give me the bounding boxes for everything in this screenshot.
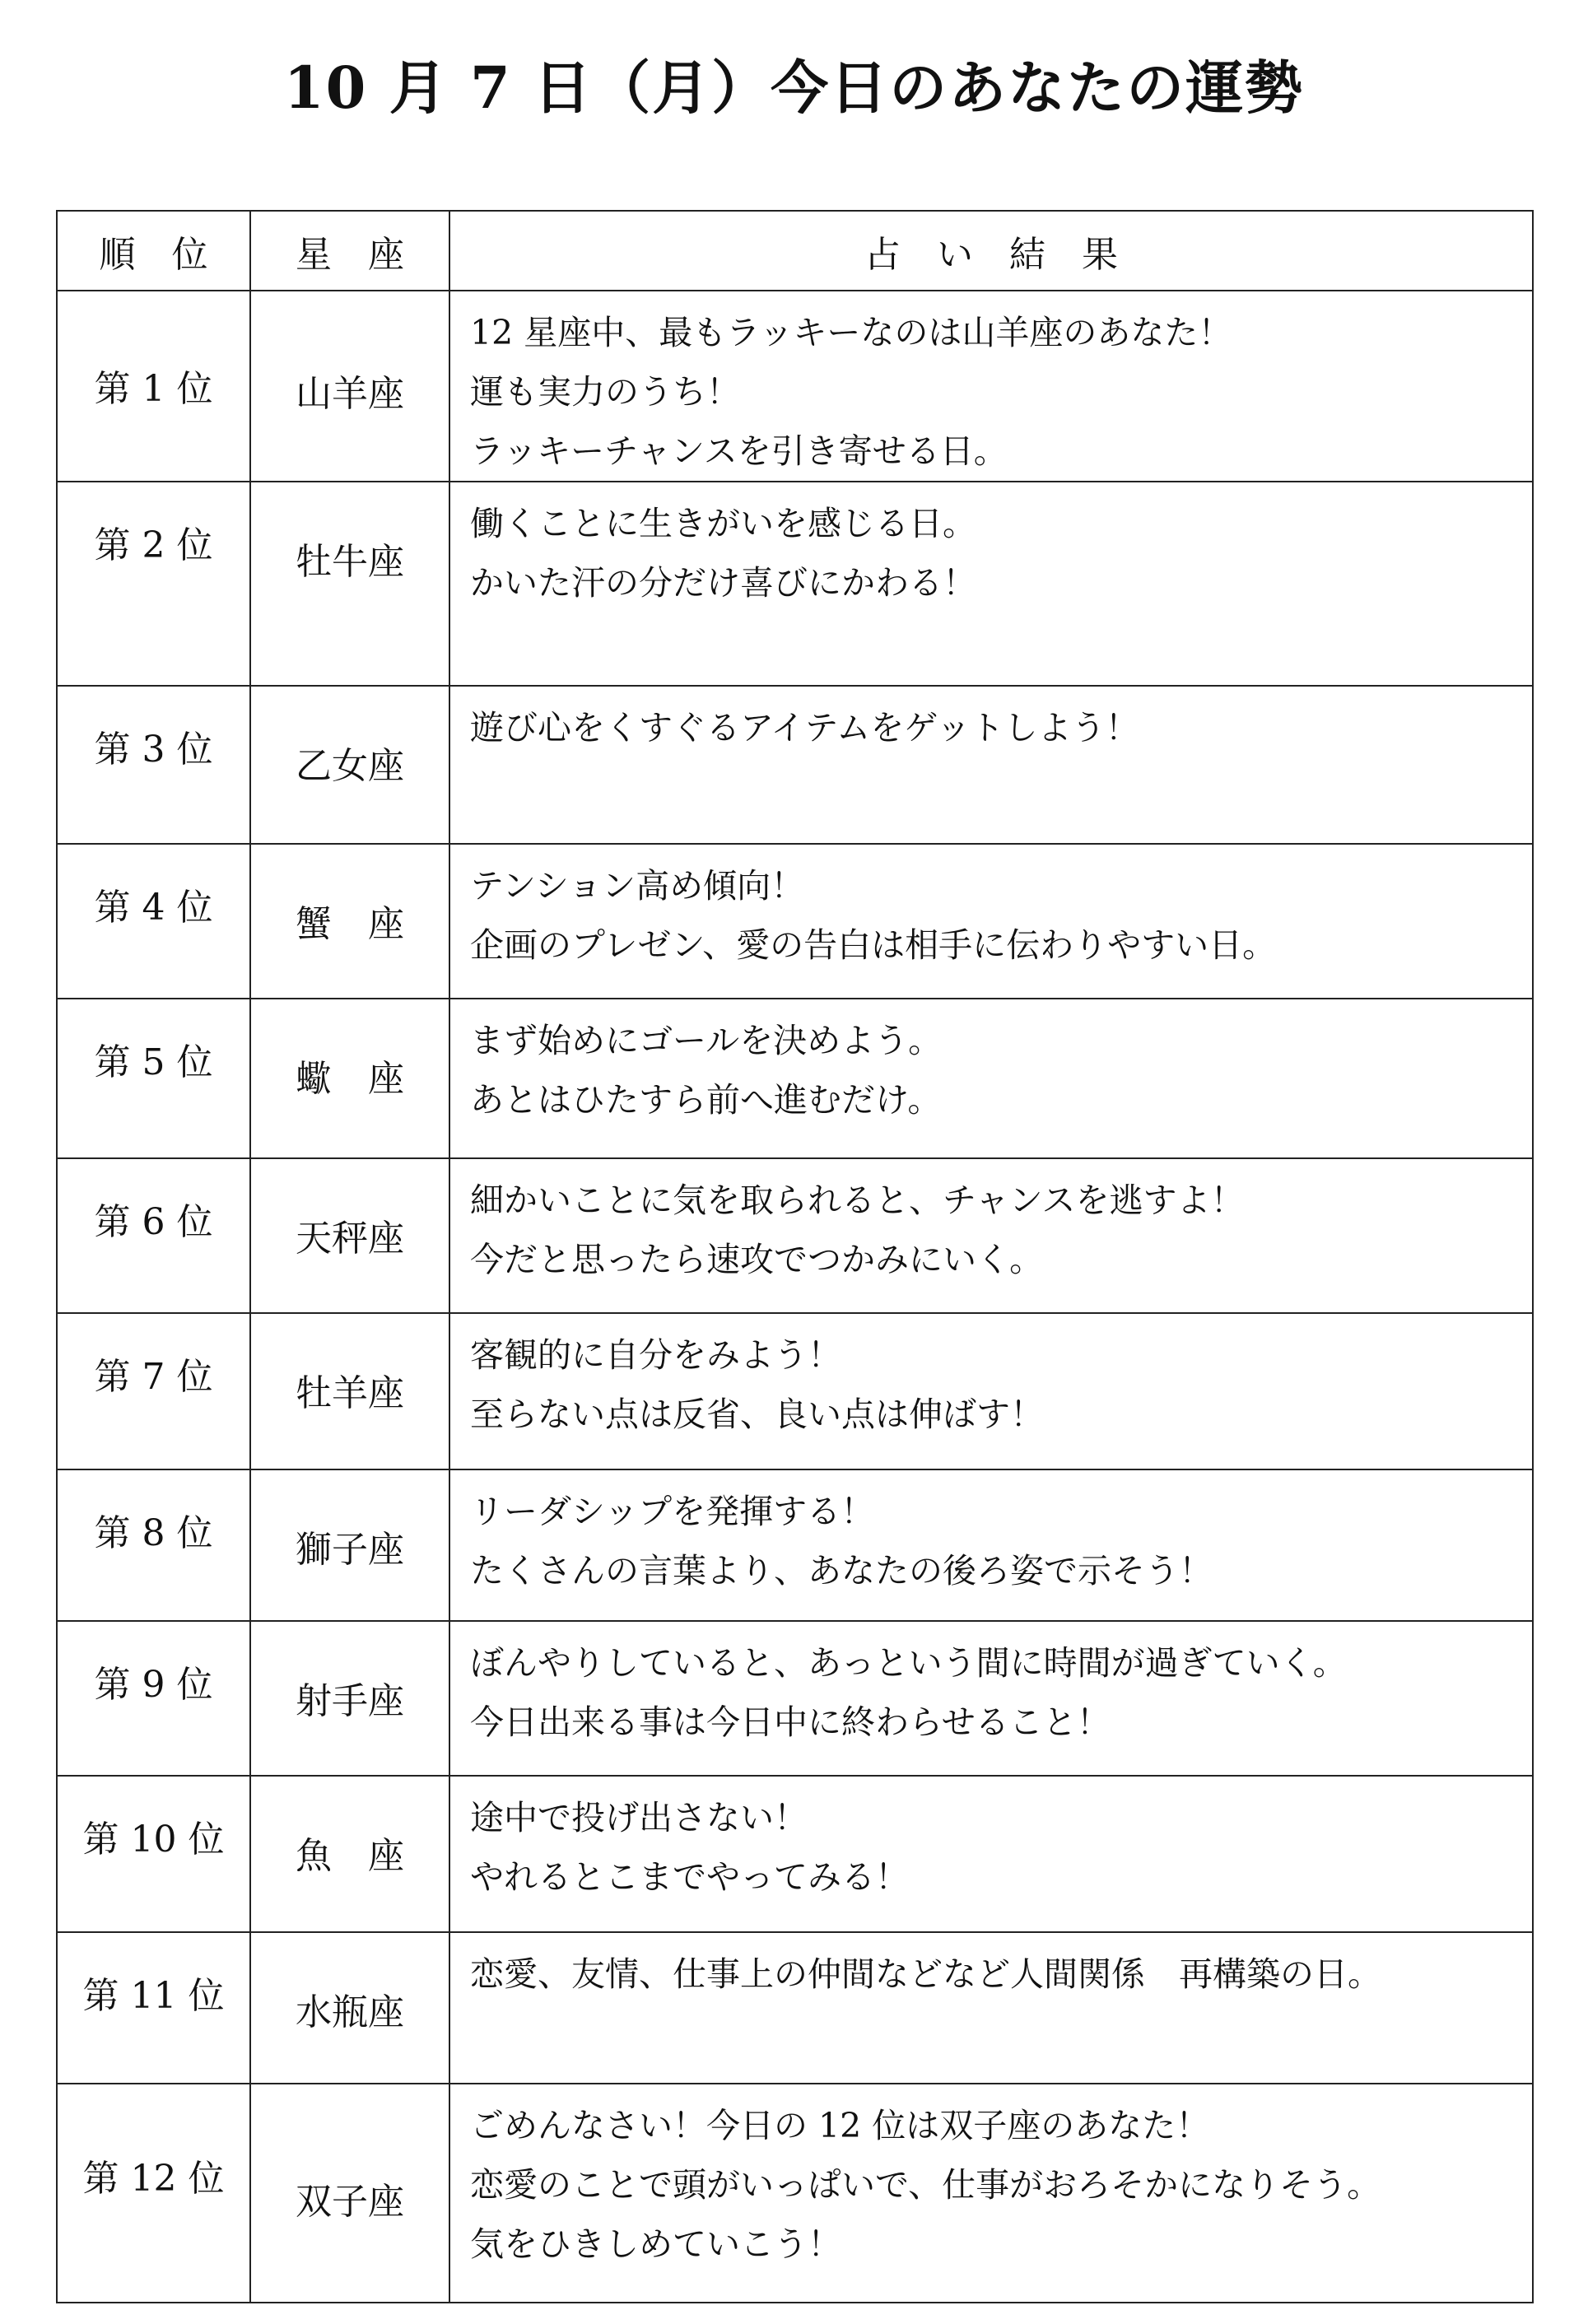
table-row xyxy=(57,291,1533,482)
sign-cell xyxy=(250,1621,449,1776)
rank-cell xyxy=(57,1313,250,1469)
result-cell xyxy=(449,999,1533,1158)
result-line: 企画のプレゼン、愛の告白は相手に伝わりやすい日。 xyxy=(470,925,1277,965)
rank-cell xyxy=(57,1158,250,1313)
result-line: 働くことに生きがいを感じる日。 xyxy=(470,504,976,543)
sign-label: 射手座 xyxy=(296,1680,404,1722)
rank-label: 第 7 位 xyxy=(94,1356,213,1398)
result-line: 12 星座中、最もラッキーなのは山羊座のあなた！ xyxy=(470,313,1232,352)
sign-cell xyxy=(250,999,449,1158)
rank-label: 第 10 位 xyxy=(82,1819,225,1861)
rank-label: 第 12 位 xyxy=(82,2158,225,2200)
sign-cell xyxy=(250,844,449,999)
rank-cell xyxy=(57,999,250,1158)
rank-label: 第 3 位 xyxy=(94,729,213,771)
result-line: 恋愛、友情、仕事上の仲間などなど人間関係 再構築の日。 xyxy=(470,1954,1381,1994)
rank-label: 第 9 位 xyxy=(94,1664,213,1706)
result-line: 今日出来る事は今日中に終わらせること！ xyxy=(470,1702,1111,1742)
sign-cell xyxy=(250,1313,449,1469)
result-cell xyxy=(449,291,1533,482)
fortune-table xyxy=(56,210,1534,2303)
sign-cell xyxy=(250,686,449,844)
rank-cell xyxy=(57,482,250,686)
rank-label: 第 1 位 xyxy=(94,368,213,410)
result-cell xyxy=(449,686,1533,844)
sign-cell xyxy=(250,1776,449,1932)
sign-label: 水瓶座 xyxy=(296,1991,404,2033)
result-cell xyxy=(449,1158,1533,1313)
result-line: たくさんの言葉より、あなたの後ろ姿で示そう！ xyxy=(470,1551,1213,1590)
result-line: かいた汗の分だけ喜びにかわる！ xyxy=(470,563,976,603)
header-rank: 順 位 xyxy=(57,211,250,291)
result-line: 客観的に自分をみよう！ xyxy=(470,1335,841,1375)
result-cell xyxy=(449,482,1533,686)
rank-label: 第 6 位 xyxy=(94,1201,213,1243)
table-row xyxy=(57,686,1533,844)
sign-label: 天秤座 xyxy=(296,1218,404,1260)
result-cell xyxy=(449,1313,1533,1469)
result-cell xyxy=(449,2084,1533,2303)
rank-label: 第 4 位 xyxy=(94,887,213,929)
result-line: まず始めにゴールを決めよう。 xyxy=(470,1021,943,1060)
table-row xyxy=(57,1469,1533,1621)
table-row xyxy=(57,2084,1533,2303)
result-line: 運も実力のうち！ xyxy=(470,372,740,412)
sign-cell xyxy=(250,2084,449,2303)
result-cell xyxy=(449,1621,1533,1776)
sign-label: 獅子座 xyxy=(296,1529,404,1571)
result-cell xyxy=(449,1469,1533,1621)
result-line: 途中で投げ出さない！ xyxy=(470,1798,808,1837)
result-cell xyxy=(449,844,1533,999)
sign-label: 双子座 xyxy=(296,2181,404,2223)
sign-label: 蠍 座 xyxy=(296,1058,404,1100)
rank-cell xyxy=(57,2084,250,2303)
result-line: テンション高め傾向！ xyxy=(470,866,805,906)
sign-cell xyxy=(250,1158,449,1313)
sign-label: 魚 座 xyxy=(296,1835,404,1877)
rank-cell xyxy=(57,686,250,844)
result-line: ぼんやりしていると、あっという間に時間が過ぎていく。 xyxy=(470,1643,1347,1683)
page-title: 10 月 7 日（月）今日のあなたの運勢 xyxy=(283,54,1305,122)
sign-cell xyxy=(250,1932,449,2084)
rank-label: 第 5 位 xyxy=(94,1041,213,1083)
result-line: 遊び心をくすぐるアイテムをゲットしよう！ xyxy=(470,708,1139,747)
sign-cell xyxy=(250,482,449,686)
table-row xyxy=(57,999,1533,1158)
rank-cell xyxy=(57,844,250,999)
rank-label: 第 8 位 xyxy=(94,1512,213,1554)
result-line: リーダシップを発揮する！ xyxy=(470,1492,875,1531)
sign-label: 牡羊座 xyxy=(296,1372,404,1414)
header-result: 占 い 結 果 xyxy=(449,211,1533,291)
result-line: 細かいことに気を取られると、チャンスを逃すよ！ xyxy=(470,1181,1245,1220)
result-cell xyxy=(449,1776,1533,1932)
rank-label: 第 11 位 xyxy=(82,1975,225,2017)
table-row xyxy=(57,844,1533,999)
result-line: やれるとこまでやってみる！ xyxy=(470,1857,909,1897)
result-line: ごめんなさい！今日の 12 位は双子座のあなた！ xyxy=(470,2106,1210,2145)
rank-cell xyxy=(57,1621,250,1776)
table-row xyxy=(57,1313,1533,1469)
sign-cell xyxy=(250,291,449,482)
sign-label: 牡牛座 xyxy=(296,541,404,583)
result-cell xyxy=(449,1932,1533,2084)
rank-cell xyxy=(57,1776,250,1932)
rank-cell xyxy=(57,1469,250,1621)
result-line: あとはひたすら前へ進むだけ。 xyxy=(470,1080,942,1120)
sign-label: 山羊座 xyxy=(296,373,404,415)
table-header-row xyxy=(57,211,1533,291)
result-line: 恋愛のことで頭がいっぱいで、仕事がおろそかになりそう。 xyxy=(470,2165,1381,2205)
result-line: 気をひきしめていこう！ xyxy=(470,2224,841,2264)
rank-label: 第 2 位 xyxy=(94,524,213,566)
header-sign: 星 座 xyxy=(250,211,449,291)
result-line: 今だと思ったら速攻でつかみにいく。 xyxy=(470,1240,1044,1279)
table-row xyxy=(57,482,1533,686)
table-row xyxy=(57,1621,1533,1776)
rank-cell xyxy=(57,1932,250,2084)
sign-label: 乙女座 xyxy=(296,745,404,787)
result-line: 至らない点は反省、良い点は伸ばす！ xyxy=(470,1395,1044,1434)
sign-cell xyxy=(250,1469,449,1621)
result-line: ラッキーチャンスを引き寄せる日。 xyxy=(470,431,1008,471)
table-row xyxy=(57,1158,1533,1313)
table-row xyxy=(57,1776,1533,1932)
sign-label: 蟹 座 xyxy=(296,903,404,945)
table-row xyxy=(57,1932,1533,2084)
rank-cell xyxy=(57,291,250,482)
